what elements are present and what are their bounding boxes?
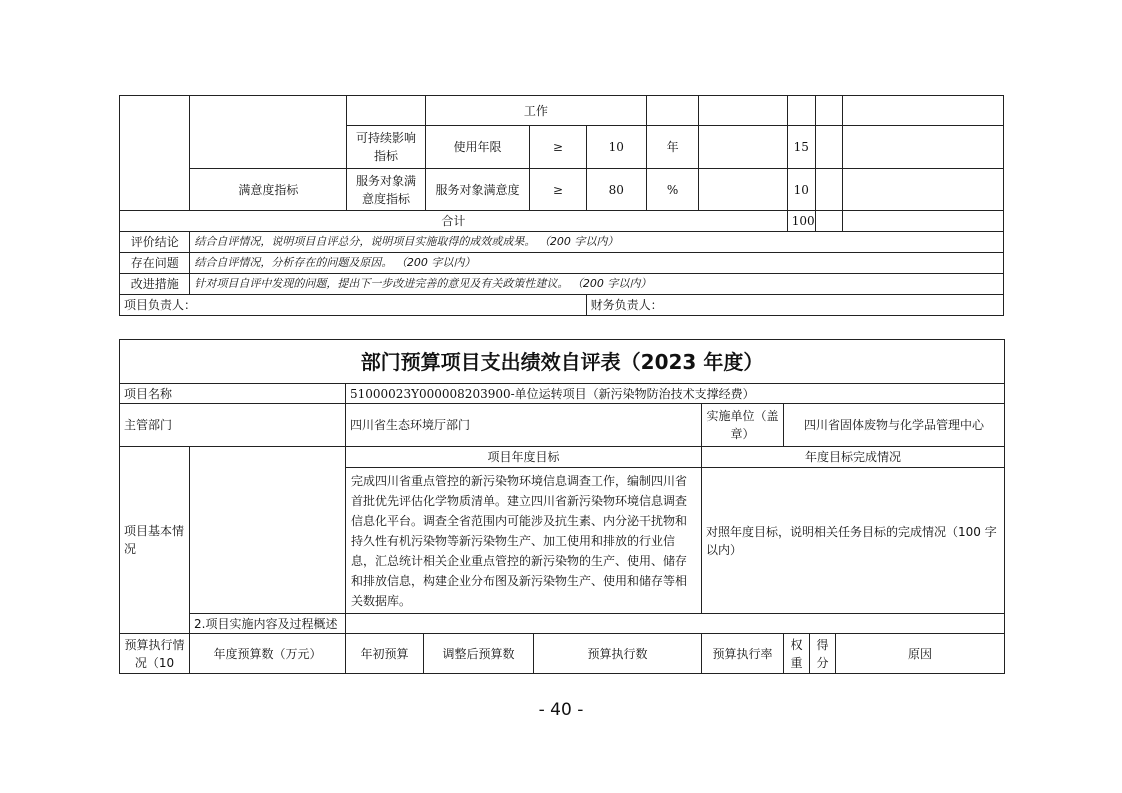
satisfaction-op: ≥ <box>530 169 586 211</box>
budget-reason: 原因 <box>836 634 1005 674</box>
goal-text: 完成四川省重点管控的新污染物环境信息调查工作，编制四川省首批优先评估化学物质清单。建立四川省新污染物环境信息调查信息化平台。调查全省范围内可能涉及抗生素、内分泌干扰物和持久性有机污染物等新污染物生产、加工使用和排放的行业信息，汇总统计相关企业重点管控的新污染物的生产、使用、储存和排放信息，构建企业分布图及新污染物生产、使用和储存等相关数据库。 <box>346 468 702 614</box>
signoff-row <box>120 295 1004 316</box>
total-label: 合计 <box>120 211 788 232</box>
measures-label: 改进措施 <box>120 274 190 295</box>
sustain-op: ≥ <box>530 126 586 169</box>
table-row <box>120 384 1005 404</box>
conclusion-label: 评价结论 <box>120 232 190 253</box>
project-lead-label: 项目负责人： <box>120 295 587 316</box>
satisfaction-item: 服务对象满意度 <box>425 169 530 211</box>
basic-info-label: 项目基本情况 <box>120 447 190 634</box>
goal-header: 项目年度目标 <box>346 447 702 468</box>
budget-adjusted: 调整后预算数 <box>424 634 534 674</box>
budget-executed: 预算执行数 <box>534 634 702 674</box>
finance-lead-label: 财务负责人： <box>586 295 1003 316</box>
conclusion-text: 结合自评情况，说明项目自评总分，说明项目实施取得的成效或成果。 （200 字以内） <box>190 232 1004 253</box>
completion-text: 对照年度目标，说明相关任务目标的完成情况（100 字以内） <box>702 468 1005 614</box>
satisfaction-value: 80 <box>586 169 646 211</box>
sustain-item: 使用年限 <box>425 126 530 169</box>
content-row-label: 2.项目实施内容及过程概述 <box>190 614 346 634</box>
sustain-unit: 年 <box>646 126 698 169</box>
page-title: 部门预算项目支出绩效自评表（2023 年度） <box>120 340 1005 384</box>
table-row <box>120 96 1004 126</box>
total-value: 100 <box>787 211 815 232</box>
title-row <box>120 340 1005 384</box>
budget-row <box>120 634 1005 674</box>
budget-label: 预算执行情况（10 <box>120 634 190 674</box>
page-number: - 40 - <box>538 700 584 720</box>
impl-unit-label: 实施单位（盖章） <box>702 404 784 447</box>
problems-row <box>120 253 1004 274</box>
project-name-label: 项目名称 <box>120 384 346 404</box>
table-row <box>120 404 1005 447</box>
measures-row <box>120 274 1004 295</box>
budget-annual: 年度预算数（万元） <box>190 634 346 674</box>
measures-text: 针对项目自评中发现的问题，提出下一步改进完善的意见及有关政策性建议。 （200 字以内） <box>190 274 1004 295</box>
table-row <box>120 614 1005 634</box>
budget-score: 得分 <box>810 634 836 674</box>
budget-rate: 预算执行率 <box>702 634 784 674</box>
impl-unit-value: 四川省固体废物与化学品管理中心 <box>784 404 1005 447</box>
problems-text: 结合自评情况，分析存在的问题及原因。 （200 字以内） <box>190 253 1004 274</box>
table-row <box>120 169 1004 211</box>
project-name-value: 51000023Y000008203900-单位运转项目（新污染物防治技术支撑经费） <box>346 384 1005 404</box>
conclusion-row <box>120 232 1004 253</box>
self-evaluation-table <box>119 339 1005 674</box>
budget-weight: 权重 <box>784 634 810 674</box>
sustain-weight: 15 <box>787 126 815 169</box>
problems-label: 存在问题 <box>120 253 190 274</box>
sustain-value: 10 <box>586 126 646 169</box>
total-row <box>120 211 1004 232</box>
budget-initial: 年初预算 <box>346 634 424 674</box>
dept-label: 主管部门 <box>120 404 346 447</box>
sustain-metric: 可持续影响指标 <box>347 126 425 169</box>
table-row <box>120 447 1005 468</box>
work-cell: 工作 <box>425 96 646 126</box>
completion-header: 年度目标完成情况 <box>702 447 1005 468</box>
indicator-table <box>119 95 1004 316</box>
satisfaction-metric: 服务对象满意度指标 <box>347 169 425 211</box>
satisfaction-category: 满意度指标 <box>190 169 347 211</box>
satisfaction-unit: % <box>646 169 698 211</box>
satisfaction-weight: 10 <box>787 169 815 211</box>
dept-value: 四川省生态环境厅部门 <box>346 404 702 447</box>
